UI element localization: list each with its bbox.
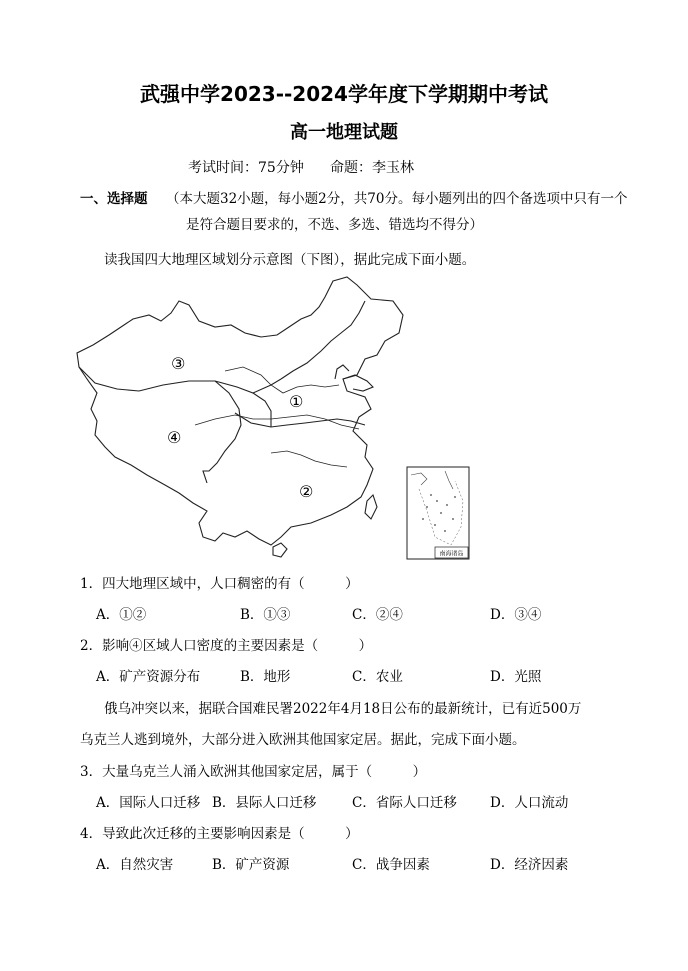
question-4-option-d[interactable]: D．经济因素 (490, 857, 569, 873)
region-label-4: ④ (167, 428, 182, 447)
china-region-map (75, 275, 475, 565)
exam-title: 武强中学2023--2024学年度下学期期中考试 (140, 82, 548, 106)
region-label-1: ① (289, 392, 304, 411)
question-1-option-b[interactable]: B．①③ (240, 607, 291, 623)
exam-author: 命题：李玉林 (330, 160, 414, 176)
intro-ukraine-line1: 俄乌冲突以来，据联合国难民署2022年4月18日公布的最新统计，已有近500万 (104, 701, 582, 717)
question-3-stem: 3．大量乌克兰人涌入欧洲其他国家定居，属于（ ） (80, 764, 427, 780)
intro-ukraine-line2: 乌克兰人逃到境外，大部分进入欧洲其他国家定居。据此，完成下面小题。 (80, 732, 526, 748)
exam-time: 考试时间：75分钟 (188, 160, 304, 176)
question-4-option-a[interactable]: A．自然灾害 (96, 857, 174, 873)
qinghai-tibet-boundary (203, 381, 241, 483)
question-2-option-c[interactable]: C．农业 (352, 669, 403, 685)
section-desc-line2: 是符合题目要求的，不选、多选、错选均不得分） (186, 217, 483, 233)
question-4-option-c[interactable]: C．战争因素 (352, 857, 430, 873)
taiwan-island (365, 495, 377, 519)
question-4-stem: 4．导致此次迁移的主要影响因素是（ ） (80, 826, 359, 842)
question-3-option-a[interactable]: A．国际人口迁移 (96, 795, 201, 811)
china-outline (77, 277, 403, 545)
question-4-option-b[interactable]: B．矿产资源 (212, 857, 290, 873)
question-2-option-a[interactable]: A．矿产资源分布 (96, 669, 201, 685)
qinling-huaihe-line (235, 413, 365, 427)
question-3-option-d[interactable]: D．人口流动 (490, 795, 569, 811)
inset-label: 南海诸岛 (439, 550, 464, 558)
question-2-stem: 2．影响④区域人口密度的主要因素是（ ） (80, 638, 373, 654)
question-1-option-d[interactable]: D．③④ (490, 607, 542, 623)
paper-subtitle: 高一地理试题 (290, 122, 398, 143)
section-label: 一、选择题 (80, 191, 148, 207)
region-label-3: ③ (171, 354, 186, 373)
section-desc-line1: （本大题32小题，每小题2分，共70分。每小题列出的四个备选项中只有一个 (166, 191, 628, 207)
question-1-option-a[interactable]: A．①② (96, 607, 147, 623)
hainan-island (273, 543, 287, 557)
question-2-option-d[interactable]: D．光照 (490, 669, 542, 685)
question-2-option-b[interactable]: B．地形 (240, 669, 291, 685)
intro-map-text: 读我国四大地理区域划分示意图（下图），据此完成下面小题。 (104, 252, 476, 268)
question-3-option-b[interactable]: B．县际人口迁移 (212, 795, 317, 811)
south-china-sea-inset (407, 467, 469, 559)
region-label-2: ② (299, 482, 314, 501)
question-1-option-c[interactable]: C．②④ (352, 607, 403, 623)
question-3-option-c[interactable]: C．省际人口迁移 (352, 795, 457, 811)
question-1-stem: 1．四大地理区域中，人口稠密的有（ ） (80, 576, 359, 592)
